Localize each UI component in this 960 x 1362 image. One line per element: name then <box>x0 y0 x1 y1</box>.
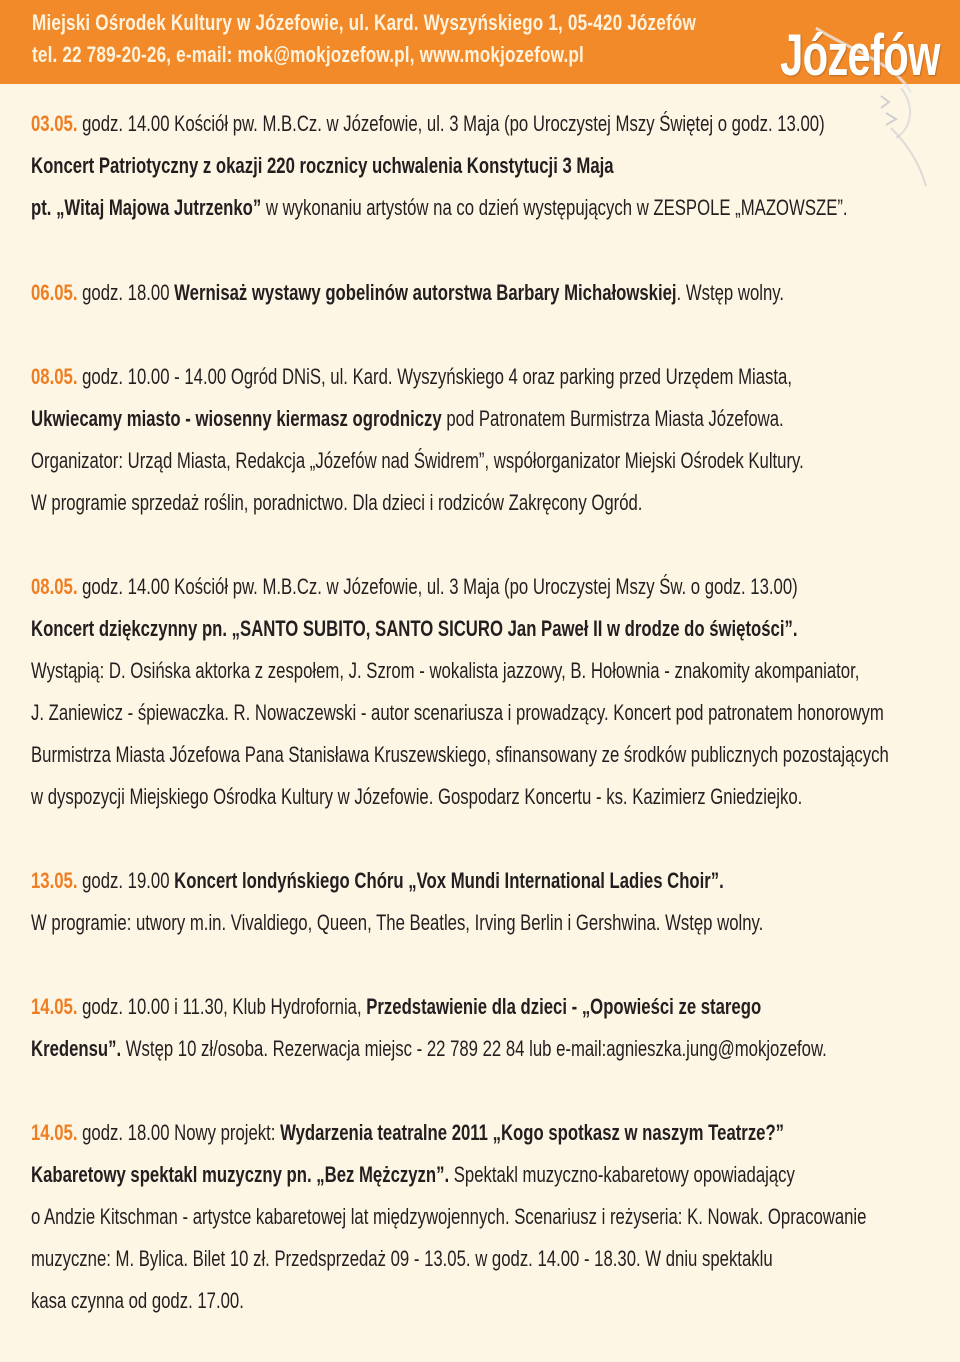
event-title: Wernisaż wystawy gobelinów autorstwa Barbary Michałowskiej <box>174 280 677 305</box>
event-4-line-2: Koncert dziękczynny pn. „SANTO SUBITO, SANTO SICURO Jan Paweł II w drodze do świętości”. <box>31 616 798 641</box>
event-text: godz. 19.00 <box>77 868 175 893</box>
event-date: 08.05. <box>31 364 78 389</box>
event-title: Kredensu”. <box>31 1036 122 1061</box>
event-title: Przedstawienie dla dzieci - „Opowieści ze starego <box>366 994 762 1019</box>
event-5-line-2: W programie: utwory m.in. Vivaldiego, Queen, The Beatles, Irving Berlin i Gershwina. Wstęp wolny. <box>31 910 764 935</box>
event-6-line-2 <box>31 1036 827 1062</box>
event-7-line-1 <box>31 1120 784 1146</box>
event-text: Spektakl muzyczno-kabaretowy opowiadający <box>449 1162 795 1187</box>
event-7-line-2 <box>31 1162 795 1188</box>
event-text: . Wstęp wolny. <box>676 280 785 305</box>
event-3-line-1 <box>31 364 792 390</box>
event-date: 08.05. <box>31 574 78 599</box>
event-5-line-1 <box>31 868 724 894</box>
event-text: godz. 18.00 <box>77 280 175 305</box>
event-4-line-1 <box>31 574 798 600</box>
event-7-line-5: kasa czynna od godz. 17.00. <box>31 1288 244 1313</box>
jozefow-logo <box>696 8 946 198</box>
header-contact: tel. 22 789-20-26, e-mail: mok@mokjozefow.pl, www.mokjozefow.pl <box>32 42 584 67</box>
event-text: w wykonaniu artystów na co dzień występujących w ZESPOLE „MAZOWSZE”. <box>261 195 848 220</box>
event-3-line-4: W programie sprzedaż roślin, poradnictwo. Dla dzieci i rodziców Zakręcony Ogród. <box>31 490 643 515</box>
event-title: Ukwiecamy miasto - wiosenny kiermasz ogrodniczy <box>31 406 442 431</box>
event-1-line-1 <box>31 111 825 137</box>
event-text: godz. 10.00 - 14.00 Ogród DNiS, ul. Kard. Wyszyńskiego 4 oraz parking przed Urzędem Miasta, <box>77 364 792 389</box>
event-text: godz. 10.00 i 11.30, Klub Hydrofornia, <box>77 994 367 1019</box>
header-address: Miejski Ośrodek Kultury w Józefowie, ul. Kard. Wyszyńskiego 1, 05-420 Józefów <box>32 10 696 35</box>
event-title: Koncert londyńskiego Chóru „Vox Mundi International Ladies Choir”. <box>174 868 724 893</box>
event-1-line-3 <box>31 195 848 221</box>
event-2-line-1 <box>31 280 784 306</box>
event-4-line-6: w dyspozycji Miejskiego Ośrodka Kultury w Józefowie. Gospodarz Koncertu - ks. Kazimierz Gniedziejko. <box>31 784 803 809</box>
event-title: pt. „Witaj Majowa Jutrzenko” <box>31 195 262 220</box>
event-text: godz. 14.00 Kościół pw. M.B.Cz. w Józefowie, ul. 3 Maja (po Uroczystej Mszy Świętej o godz. 13.00) <box>77 111 825 136</box>
event-title: Kabaretowy spektakl muzyczny pn. „Bez Mężczyzn”. <box>31 1162 450 1187</box>
event-text: pod Patronatem Burmistrza Miasta Józefowa. <box>441 406 784 431</box>
event-1-line-2: Koncert Patriotyczny z okazji 220 rocznicy uchwalenia Konstytucji 3 Maja <box>31 153 614 178</box>
event-text: godz. 18.00 Nowy projekt: <box>77 1120 281 1145</box>
event-4-line-5: Burmistrza Miasta Józefowa Pana Stanisława Kruszewskiego, sfinansowany ze środków publicznych pozostających <box>31 742 889 767</box>
event-date: 14.05. <box>31 1120 78 1145</box>
event-3-line-3: Organizator: Urząd Miasta, Redakcja „Józefów nad Świdrem”, współorganizator Miejski Ośrodek Kultury. <box>31 448 804 473</box>
event-6-line-1 <box>31 994 761 1020</box>
event-date: 14.05. <box>31 994 78 1019</box>
event-3-line-2 <box>31 406 784 432</box>
event-7-line-3: o Andzie Kitschman - artystce kabaretowej lat międzywojennych. Scenariusz i reżyseria: K. Nowak. Opracowanie <box>31 1204 867 1229</box>
event-text: godz. 14.00 Kościół pw. M.B.Cz. w Józefowie, ul. 3 Maja (po Uroczystej Mszy Św. o godz. 13.00) <box>77 574 798 599</box>
event-date: 03.05. <box>31 111 78 136</box>
event-text: Wstęp 10 zł/osoba. Rezerwacja miejsc - 22 789 22 84 lub e-mail:agnieszka.jung@mokjozefow. <box>121 1036 827 1061</box>
event-date: 06.05. <box>31 280 78 305</box>
logo-text: Józefów <box>780 23 940 88</box>
event-4-line-3: Wystąpią: D. Osińska aktorka z zespołem, J. Szrom - wokalista jazzowy, B. Hołownia - znakomity akompaniator, <box>31 658 860 683</box>
event-7-line-4: muzyczne: M. Bylica. Bilet 10 zł. Przedsprzedaż 09 - 13.05. w godz. 14.00 - 18.30. W dniu spektaklu <box>31 1246 773 1271</box>
event-title: Wydarzenia teatralne 2011 „Kogo spotkasz w naszym Teatrze?” <box>280 1120 785 1145</box>
event-date: 13.05. <box>31 868 78 893</box>
event-4-line-4: J. Zaniewicz - śpiewaczka. R. Nowaczewski - autor scenariusza i prowadzący. Koncert pod patronatem honorowym <box>31 700 884 725</box>
